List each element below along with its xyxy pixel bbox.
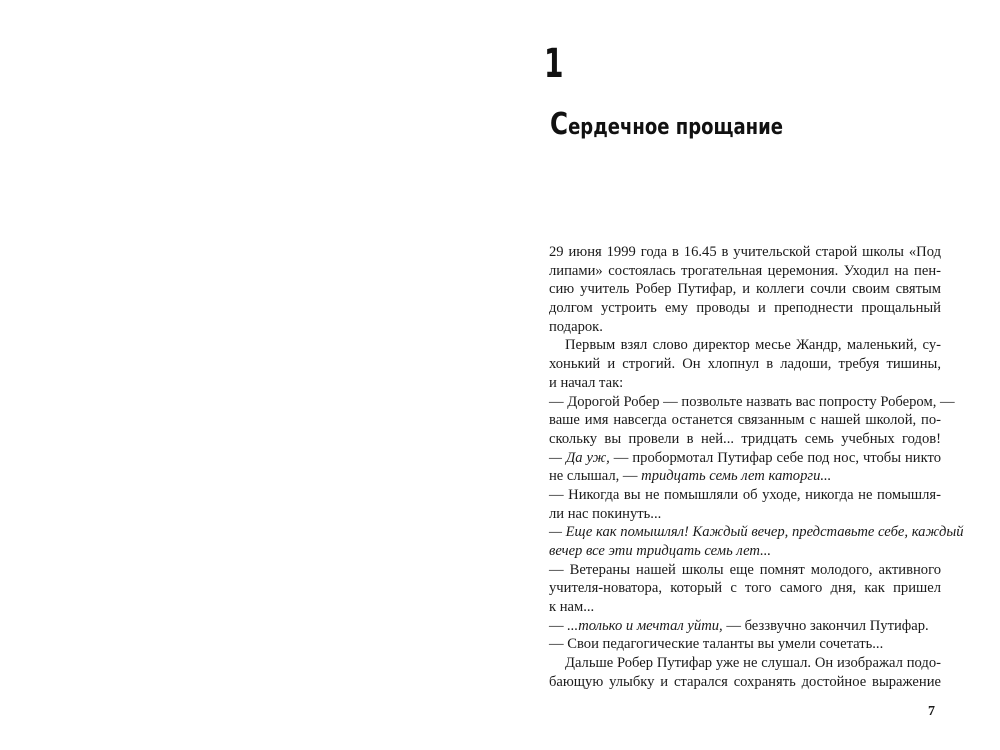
chapter-title-rest: ердечное прощание xyxy=(568,115,784,140)
text-line: липами» состоялась трогательная церемония. Уходил на пен- xyxy=(549,262,941,279)
chapter-number: 1 xyxy=(544,41,564,87)
text-italic: тридцать семь лет каторги... xyxy=(641,468,832,485)
right-page xyxy=(500,0,1000,750)
text-line: бающую улыбку и старался сохранять достойное выражение xyxy=(549,673,941,690)
text-plain: — пробормотал Путифар себе под нос, чтобы никто xyxy=(609,449,941,466)
text-line: и начал так: xyxy=(549,374,624,391)
text-italic: ...только и мечтал уйти, xyxy=(567,617,723,634)
text-line: ли нас покинуть... xyxy=(549,505,662,522)
body-text xyxy=(549,243,964,692)
text-line xyxy=(549,449,941,468)
text-line: скольку вы провели в ней... тридцать семь учебных годов! xyxy=(549,430,941,447)
text-plain: — беззвучно закончил Путифар. xyxy=(722,617,929,634)
text-line xyxy=(549,467,941,486)
text-line: 29 июня 1999 года в 16.45 в учительской старой школы «Под xyxy=(549,244,941,260)
text-line xyxy=(549,617,941,636)
text-line: Первым взял слово директор месье Жандр, маленький, су- xyxy=(565,337,941,354)
text-line: — Никогда вы не помышляли об уходе, никогда не помышля- xyxy=(549,486,941,503)
chapter-title-initial: С xyxy=(550,107,569,142)
text-line xyxy=(549,542,941,561)
text-italic: — Еще как помышлял! Каждый вечер, представьте себе, каждый xyxy=(549,524,964,541)
text-plain: не слышал, — xyxy=(549,468,642,485)
text-line: — Свои педагогические таланты вы умели сочетать... xyxy=(549,636,884,653)
text-line xyxy=(549,523,964,542)
page-number: 7 xyxy=(928,704,935,719)
text-italic: — Да уж, xyxy=(549,449,610,466)
text-line: ваше имя навсегда останется связанным с нашей школой, по- xyxy=(549,412,941,429)
text-line: к нам... xyxy=(549,599,595,616)
chapter-title xyxy=(550,108,783,145)
text-line: хонький и строгий. Он хлопнул в ладоши, требуя тишины, xyxy=(549,356,941,373)
text-line: подарок. xyxy=(549,318,603,335)
text-line: Дальше Робер Путифар уже не слушал. Он изображал подо- xyxy=(565,655,941,672)
text-line: сию учитель Робер Путифар, и коллеги сочли своим святым xyxy=(549,281,941,298)
text-plain: — xyxy=(549,617,568,634)
text-line: учителя-новатора, который с того самого дня, как пришел xyxy=(549,580,941,597)
text-italic: вечер все эти тридцать семь лет... xyxy=(549,543,772,559)
text-line: — Дорогой Робер — позвольте назвать вас попросту Робером, — xyxy=(549,393,955,410)
text-line: долгом устроить ему проводы и преподнести прощальный xyxy=(549,300,941,317)
text-line: — Ветераны нашей школы еще помнят молодого, активного xyxy=(549,561,941,578)
